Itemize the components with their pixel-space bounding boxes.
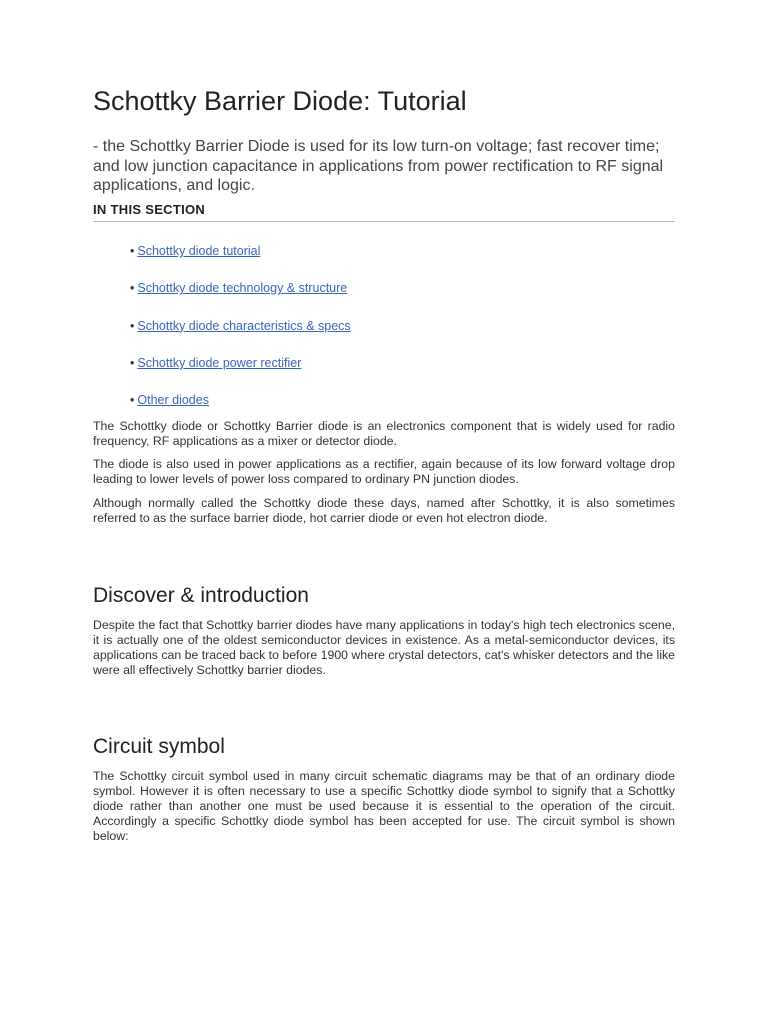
page-subtitle: - the Schottky Barrier Diode is used for its low turn-on voltage; fast recover time; and low junction capacitance in applications from power rectification to RF signal applications, and logic. xyxy=(93,138,664,194)
page-title: Schottky Barrier Diode: Tutorial xyxy=(93,86,467,116)
list-item xyxy=(130,281,351,318)
circuit-symbol-heading: Circuit symbol xyxy=(93,735,225,758)
section-label: IN THIS SECTION xyxy=(93,202,206,217)
bullet-icon: • xyxy=(130,244,135,258)
list-item xyxy=(130,356,351,393)
intro-paragraph: The diode is also used in power applications as a rectifier, again because of its low forward voltage drop leading to lower levels of power loss compared to ordinary PN junction diodes. xyxy=(93,457,675,486)
circuit-symbol-paragraph: The Schottky circuit symbol used in many circuit schematic diagrams may be that of an ordinary diode symbol. However it is often necessary to use a specific Schottky diode symbol to signify that a Schottky diode rather than another one must be used because it is essential to the operation of the circuit. Accordingly a specific Schottky diode symbol has been accepted for use. The circuit symbol is shown below: xyxy=(93,769,675,843)
link-technology-structure[interactable]: Schottky diode technology & structure xyxy=(137,281,348,296)
divider xyxy=(93,221,675,222)
discover-heading: Discover & introduction xyxy=(93,584,309,607)
list-item xyxy=(130,244,351,281)
bullet-icon: • xyxy=(130,318,135,333)
link-schottky-diode-tutorial[interactable]: Schottky diode tutorial xyxy=(137,244,261,258)
section-links xyxy=(130,244,351,430)
bullet-icon: • xyxy=(130,281,135,296)
intro-paragraph: The Schottky diode or Schottky Barrier diode is an electronics component that is widely used for radio frequency, RF applications as a mixer or detector diode. xyxy=(93,419,675,448)
intro-paragraph: Although normally called the Schottky diode these days, named after Schottky, it is also sometimes referred to as the surface barrier diode, hot carrier diode or even hot electron diode. xyxy=(93,496,675,525)
link-other-diodes[interactable]: Other diodes xyxy=(137,393,209,408)
link-characteristics-specs[interactable]: Schottky diode characteristics & specs xyxy=(137,318,351,333)
bullet-icon: • xyxy=(130,393,135,408)
list-item xyxy=(130,319,351,356)
bullet-icon: • xyxy=(130,355,135,370)
link-power-rectifier[interactable]: Schottky diode power rectifier xyxy=(137,355,302,370)
discover-paragraph: Despite the fact that Schottky barrier diodes have many applications in today's high tech electronics scene, it is actually one of the oldest semiconductor devices in existence. As a metal-semiconductor devices, its applications can be traced back to before 1900 where crystal detectors, cat's whisker detectors and the like were all effectively Schottky barrier diodes. xyxy=(93,618,675,677)
